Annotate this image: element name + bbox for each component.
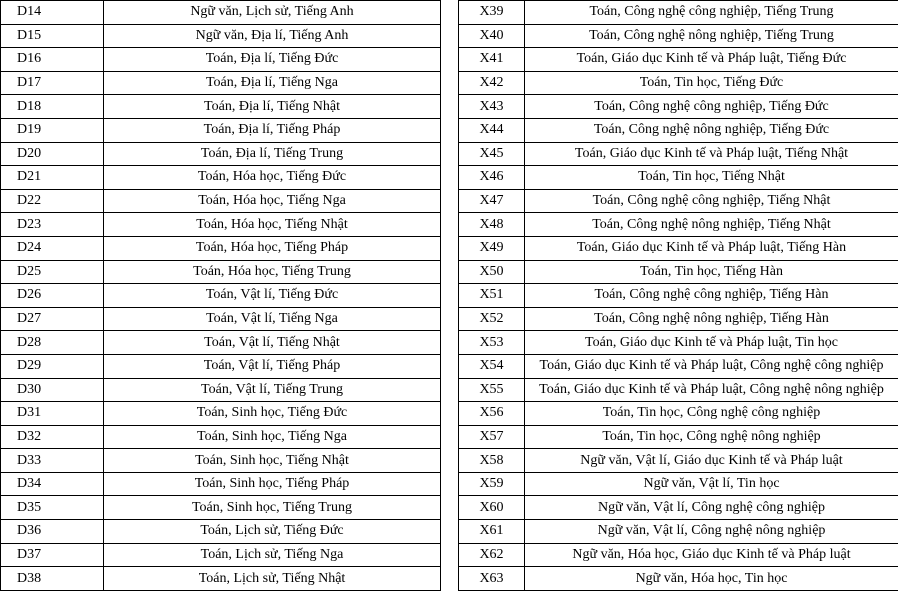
table-row bbox=[1, 213, 441, 237]
subject-combination: Toán, Tin học, Công nghệ nông nghiệp bbox=[525, 425, 898, 449]
combination-code: X50 bbox=[459, 260, 525, 284]
subject-combination: Toán, Giáo dục Kinh tế và Pháp luật, Tiếng Hàn bbox=[525, 236, 898, 260]
combination-code: D15 bbox=[1, 24, 104, 48]
combination-code: X43 bbox=[459, 95, 525, 119]
table-row bbox=[1, 24, 441, 48]
combination-code: D26 bbox=[1, 284, 104, 308]
combination-code: X57 bbox=[459, 425, 525, 449]
subject-combination: Toán, Lịch sử, Tiếng Nga bbox=[104, 543, 441, 567]
table-row bbox=[1, 166, 441, 190]
subject-combination: Toán, Địa lí, Tiếng Pháp bbox=[104, 118, 441, 142]
table-row bbox=[1, 331, 441, 355]
subject-combination: Toán, Vật lí, Tiếng Pháp bbox=[104, 354, 441, 378]
subject-combination: Toán, Công nghệ công nghiệp, Tiếng Hàn bbox=[525, 284, 898, 308]
subject-combination: Toán, Công nghệ nông nghiệp, Tiếng Đức bbox=[525, 118, 898, 142]
subject-combination: Toán, Tin học, Công nghệ công nghiệp bbox=[525, 402, 898, 426]
table-row bbox=[459, 189, 898, 213]
combination-code: D19 bbox=[1, 118, 104, 142]
subject-combination: Toán, Sinh học, Tiếng Nga bbox=[104, 425, 441, 449]
combination-code: D33 bbox=[1, 449, 104, 473]
subject-combination: Ngữ văn, Vật lí, Tin học bbox=[525, 472, 898, 496]
table-row bbox=[459, 24, 898, 48]
table-row bbox=[459, 354, 898, 378]
table-row bbox=[459, 71, 898, 95]
combination-code: X56 bbox=[459, 402, 525, 426]
subject-combination: Toán, Tin học, Tiếng Đức bbox=[525, 71, 898, 95]
subject-combination: Ngữ văn, Vật lí, Công nghệ nông nghiệp bbox=[525, 520, 898, 544]
subject-combination: Toán, Công nghệ nông nghiệp, Tiếng Hàn bbox=[525, 307, 898, 331]
subject-combination: Toán, Tin học, Tiếng Hàn bbox=[525, 260, 898, 284]
table-row bbox=[1, 142, 441, 166]
subject-combination: Toán, Giáo dục Kinh tế và Pháp luật, Công nghệ công nghiệp bbox=[525, 354, 898, 378]
table-row bbox=[459, 236, 898, 260]
subject-combination: Toán, Giáo dục Kinh tế và Pháp luật, Tin học bbox=[525, 331, 898, 355]
combination-code: D20 bbox=[1, 142, 104, 166]
combination-code: X51 bbox=[459, 284, 525, 308]
subject-combination: Toán, Giáo dục Kinh tế và Pháp luật, Tiếng Đức bbox=[525, 48, 898, 72]
combination-code: D17 bbox=[1, 71, 104, 95]
combination-code: X49 bbox=[459, 236, 525, 260]
subject-combination: Toán, Tin học, Tiếng Nhật bbox=[525, 166, 898, 190]
combination-code: X44 bbox=[459, 118, 525, 142]
combination-code: X42 bbox=[459, 71, 525, 95]
combination-code: D28 bbox=[1, 331, 104, 355]
table-row bbox=[1, 496, 441, 520]
subject-combination: Toán, Vật lí, Tiếng Trung bbox=[104, 378, 441, 402]
table-row bbox=[459, 48, 898, 72]
combination-code: D27 bbox=[1, 307, 104, 331]
table-row bbox=[459, 425, 898, 449]
combination-code: X61 bbox=[459, 520, 525, 544]
table-row bbox=[1, 189, 441, 213]
combination-code: D24 bbox=[1, 236, 104, 260]
subject-combination: Toán, Sinh học, Tiếng Trung bbox=[104, 496, 441, 520]
table-row bbox=[459, 166, 898, 190]
combination-code: D30 bbox=[1, 378, 104, 402]
table-row bbox=[459, 472, 898, 496]
combination-code: D31 bbox=[1, 402, 104, 426]
subject-combination: Toán, Sinh học, Tiếng Đức bbox=[104, 402, 441, 426]
table-row bbox=[459, 402, 898, 426]
combination-code: D38 bbox=[1, 567, 104, 591]
combination-code: X63 bbox=[459, 567, 525, 591]
subject-combination: Toán, Vật lí, Tiếng Đức bbox=[104, 284, 441, 308]
combination-code: D22 bbox=[1, 189, 104, 213]
table-row bbox=[1, 520, 441, 544]
table-row bbox=[459, 543, 898, 567]
combination-code: D25 bbox=[1, 260, 104, 284]
combination-code: D37 bbox=[1, 543, 104, 567]
subject-combination: Toán, Công nghệ công nghiệp, Tiếng Trung bbox=[525, 1, 898, 25]
combination-code: D14 bbox=[1, 1, 104, 25]
combination-code: X39 bbox=[459, 1, 525, 25]
combination-code: X46 bbox=[459, 166, 525, 190]
table-row bbox=[459, 142, 898, 166]
table-row bbox=[459, 95, 898, 119]
table-row bbox=[1, 260, 441, 284]
combination-code: X55 bbox=[459, 378, 525, 402]
subject-combination: Toán, Công nghệ nông nghiệp, Tiếng Trung bbox=[525, 24, 898, 48]
combination-code: D16 bbox=[1, 48, 104, 72]
table-row bbox=[1, 71, 441, 95]
table-row bbox=[459, 284, 898, 308]
subject-combination: Ngữ văn, Vật lí, Công nghệ công nghiệp bbox=[525, 496, 898, 520]
subject-combination: Toán, Địa lí, Tiếng Đức bbox=[104, 48, 441, 72]
table-row bbox=[1, 95, 441, 119]
subject-combination: Ngữ văn, Vật lí, Giáo dục Kinh tế và Pháp luật bbox=[525, 449, 898, 473]
table-row bbox=[459, 260, 898, 284]
subject-combination: Ngữ văn, Lịch sử, Tiếng Anh bbox=[104, 1, 441, 25]
subject-combination: Toán, Hóa học, Tiếng Nga bbox=[104, 189, 441, 213]
right-table-body bbox=[459, 1, 898, 591]
combination-code: D21 bbox=[1, 166, 104, 190]
combination-code: X59 bbox=[459, 472, 525, 496]
subject-combination: Toán, Giáo dục Kinh tế và Pháp luật, Tiếng Nhật bbox=[525, 142, 898, 166]
table-row bbox=[459, 496, 898, 520]
subject-combination: Toán, Lịch sử, Tiếng Nhật bbox=[104, 567, 441, 591]
subject-combination: Toán, Giáo dục Kinh tế và Pháp luật, Công nghệ nông nghiệp bbox=[525, 378, 898, 402]
table-row bbox=[459, 213, 898, 237]
table-row bbox=[459, 520, 898, 544]
combination-code: X58 bbox=[459, 449, 525, 473]
subject-combination: Toán, Địa lí, Tiếng Nhật bbox=[104, 95, 441, 119]
subject-combination: Toán, Địa lí, Tiếng Nga bbox=[104, 71, 441, 95]
subject-combination: Toán, Địa lí, Tiếng Trung bbox=[104, 142, 441, 166]
subject-combination: Toán, Công nghệ nông nghiệp, Tiếng Nhật bbox=[525, 213, 898, 237]
combination-code: D29 bbox=[1, 354, 104, 378]
table-row bbox=[1, 567, 441, 591]
subject-combination: Toán, Hóa học, Tiếng Pháp bbox=[104, 236, 441, 260]
subject-combination: Toán, Vật lí, Tiếng Nhật bbox=[104, 331, 441, 355]
table-row bbox=[459, 1, 898, 25]
subject-combination: Toán, Công nghệ công nghiệp, Tiếng Nhật bbox=[525, 189, 898, 213]
combination-code: X60 bbox=[459, 496, 525, 520]
table-row bbox=[1, 425, 441, 449]
table-row bbox=[1, 48, 441, 72]
left-table-body bbox=[1, 1, 441, 591]
table-row bbox=[1, 118, 441, 142]
table-row bbox=[1, 354, 441, 378]
table-row bbox=[459, 378, 898, 402]
combination-code: X62 bbox=[459, 543, 525, 567]
combination-code: X53 bbox=[459, 331, 525, 355]
subject-combination: Toán, Hóa học, Tiếng Trung bbox=[104, 260, 441, 284]
subject-combination: Toán, Hóa học, Tiếng Nhật bbox=[104, 213, 441, 237]
combination-code: X45 bbox=[459, 142, 525, 166]
combination-code: D34 bbox=[1, 472, 104, 496]
table-row bbox=[459, 449, 898, 473]
combination-code: X47 bbox=[459, 189, 525, 213]
subject-combination: Ngữ văn, Địa lí, Tiếng Anh bbox=[104, 24, 441, 48]
combination-code: D18 bbox=[1, 95, 104, 119]
combination-code: D35 bbox=[1, 496, 104, 520]
table-row bbox=[459, 567, 898, 591]
table-row bbox=[1, 449, 441, 473]
combination-code: X41 bbox=[459, 48, 525, 72]
combination-code: X52 bbox=[459, 307, 525, 331]
table-row bbox=[1, 378, 441, 402]
combination-code: D23 bbox=[1, 213, 104, 237]
table-row bbox=[459, 118, 898, 142]
table-row bbox=[1, 236, 441, 260]
combination-code: X48 bbox=[459, 213, 525, 237]
subject-combination: Ngữ văn, Hóa học, Giáo dục Kinh tế và Pháp luật bbox=[525, 543, 898, 567]
combination-code: X54 bbox=[459, 354, 525, 378]
combination-code: D36 bbox=[1, 520, 104, 544]
subject-combination: Toán, Vật lí, Tiếng Nga bbox=[104, 307, 441, 331]
table-row bbox=[1, 284, 441, 308]
table-row bbox=[1, 1, 441, 25]
combination-code: D32 bbox=[1, 425, 104, 449]
table-row bbox=[1, 472, 441, 496]
subject-combination: Toán, Hóa học, Tiếng Đức bbox=[104, 166, 441, 190]
table-row bbox=[459, 331, 898, 355]
right-table bbox=[458, 0, 898, 591]
subject-combination: Toán, Công nghệ công nghiệp, Tiếng Đức bbox=[525, 95, 898, 119]
left-table bbox=[0, 0, 441, 591]
table-row bbox=[1, 307, 441, 331]
table-row bbox=[459, 307, 898, 331]
subject-combination: Toán, Sinh học, Tiếng Pháp bbox=[104, 472, 441, 496]
table-row bbox=[1, 543, 441, 567]
subject-combination: Toán, Sinh học, Tiếng Nhật bbox=[104, 449, 441, 473]
subject-combination: Toán, Lịch sử, Tiếng Đức bbox=[104, 520, 441, 544]
table-row bbox=[1, 402, 441, 426]
subject-combination: Ngữ văn, Hóa học, Tin học bbox=[525, 567, 898, 591]
combination-code: X40 bbox=[459, 24, 525, 48]
